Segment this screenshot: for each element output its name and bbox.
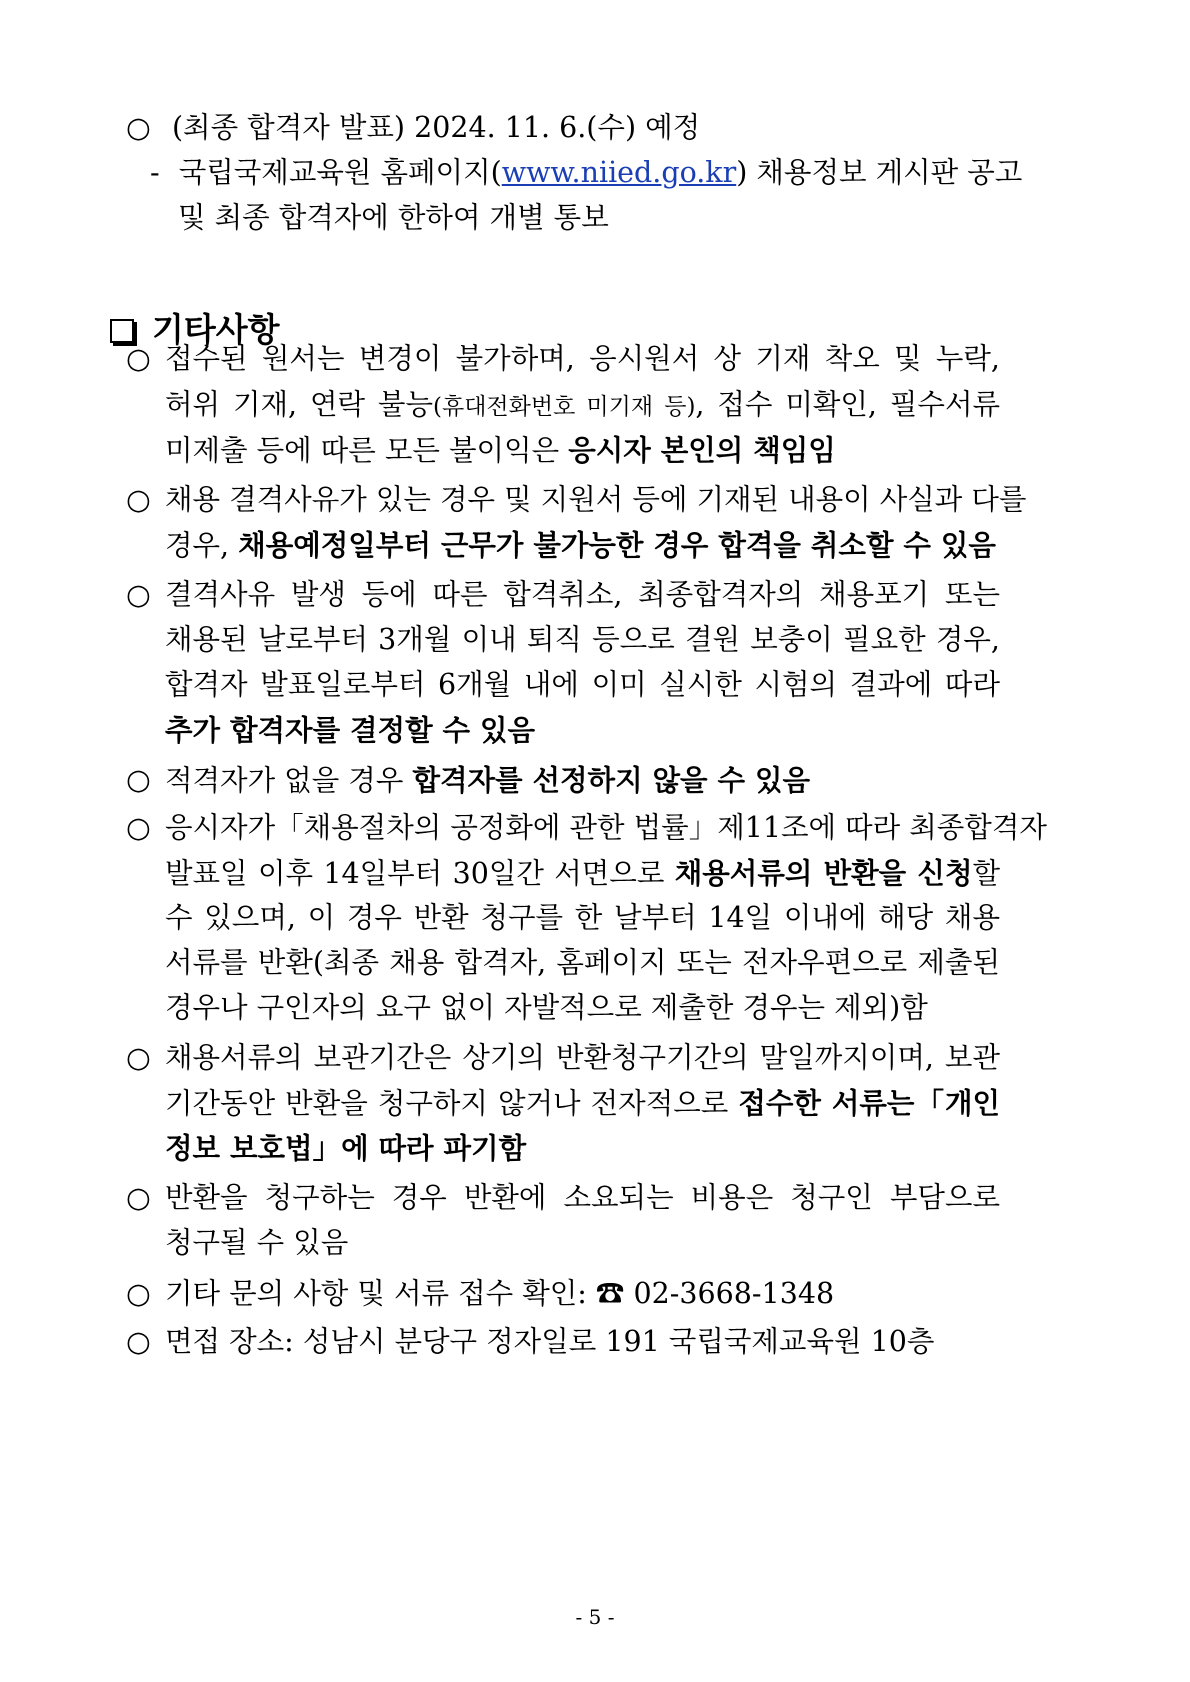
bullet: ○ [126, 1041, 151, 1074]
bullet: ○ [126, 811, 151, 844]
bullet: ○ [126, 1181, 151, 1214]
homepage-link[interactable]: www.niied.go.kr [501, 156, 737, 189]
bullet: ○ [126, 483, 151, 516]
announcement-title-line [126, 108, 700, 148]
bullet: ○ [126, 578, 151, 611]
announcement-title: (최종 합격자 발표) 2024. 11. 6.(수) 예정 [171, 111, 701, 144]
bullet: ○ [126, 763, 151, 796]
bullet: ○ [126, 111, 151, 144]
phone-icon: ☎ [595, 1277, 625, 1310]
bullet: ○ [126, 342, 151, 375]
page-number: - 5 - [575, 1605, 615, 1629]
phone-number: 02-3668-1348 [633, 1277, 835, 1310]
dash: - [150, 156, 160, 189]
announcement-detail-line1: - 국립국제교육원 홈페이지(www.niied.go.kr) 채용정보 게시판 공고 [150, 156, 1023, 189]
section-heading: 기타사항 [110, 308, 280, 352]
bullet: ○ [126, 1277, 151, 1310]
announcement-detail-line2: 및 최종 합격자에 한하여 개별 통보 [178, 201, 609, 234]
bullet: ○ [126, 1325, 151, 1358]
